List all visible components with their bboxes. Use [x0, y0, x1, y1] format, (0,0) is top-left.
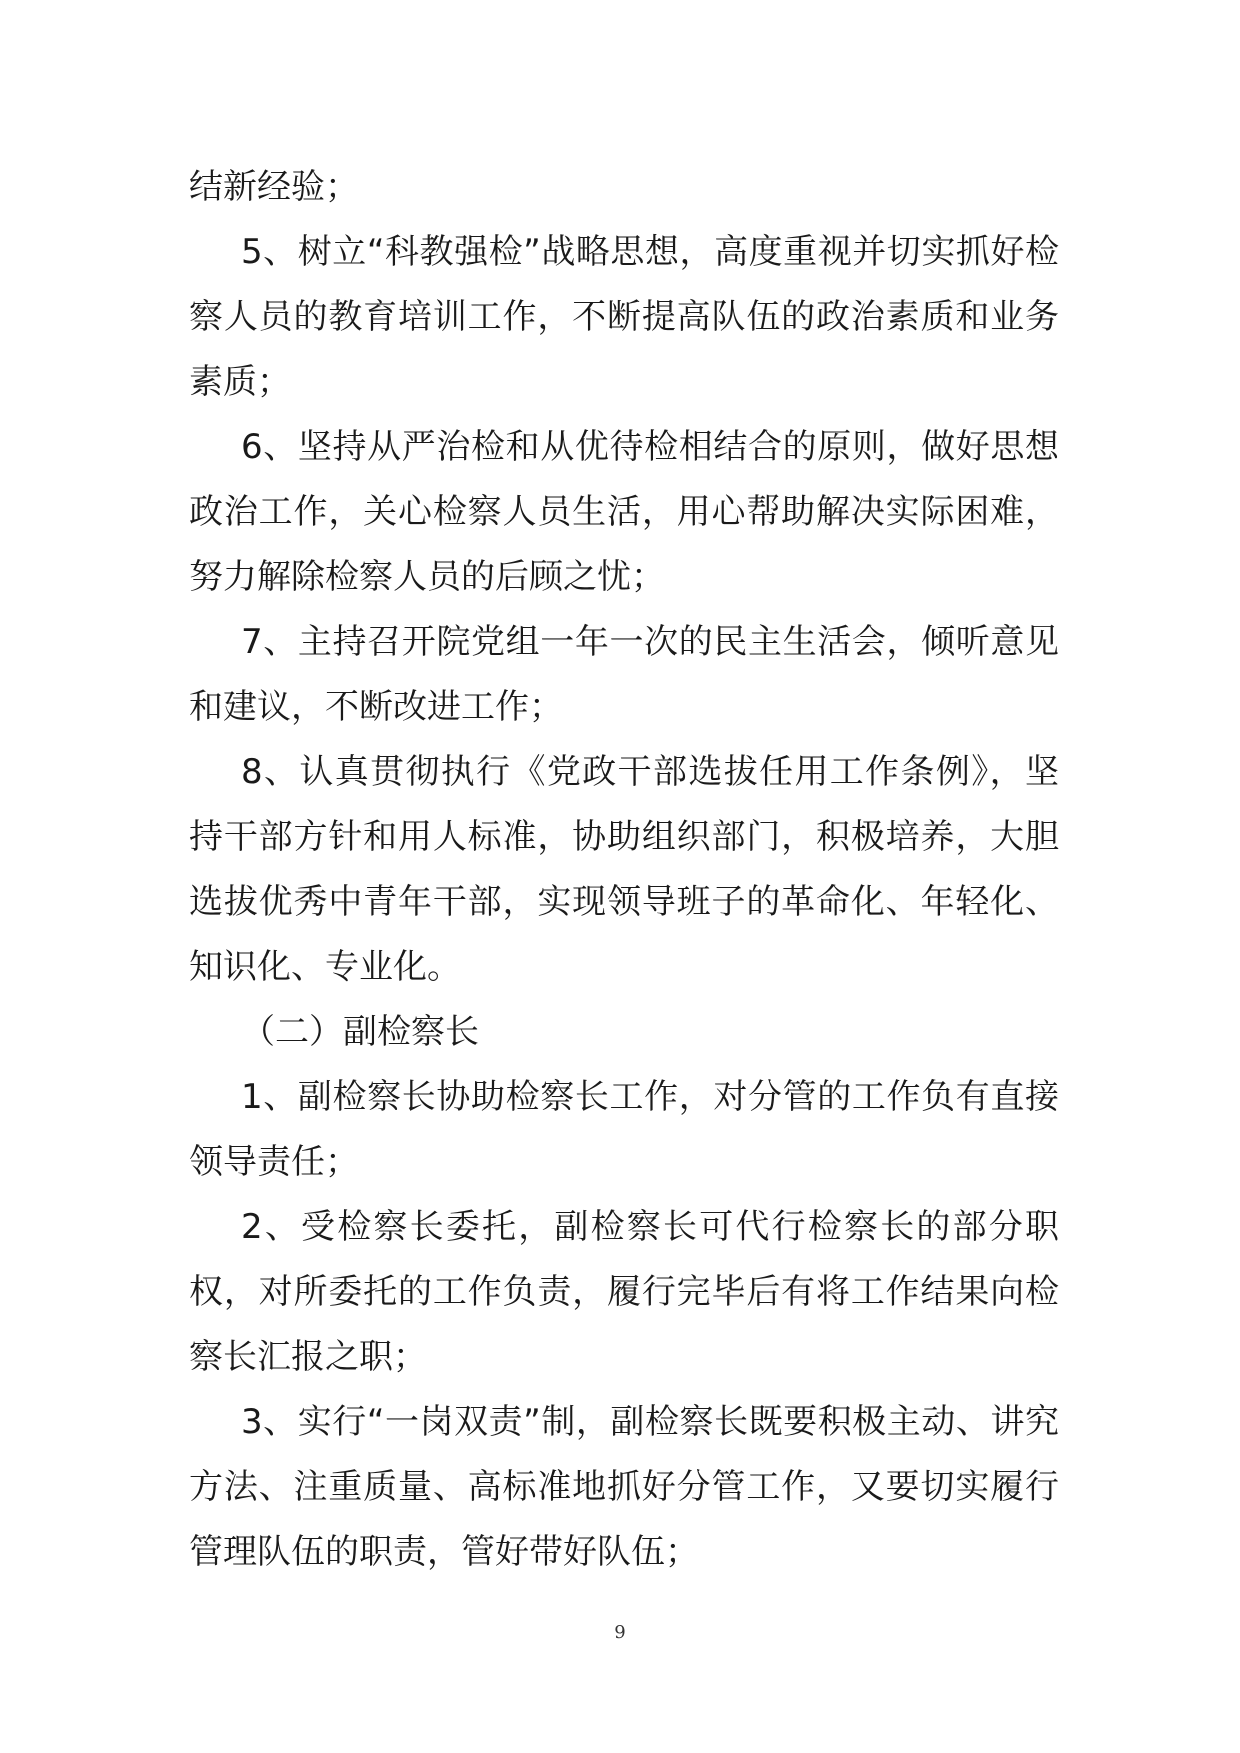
paragraph-item-8: 8、认真贯彻执行《党政干部选拔任用工作条例》，坚持干部方针和用人标准，协助组织部门，积极培养，大胆选拔优秀中青年干部，实现领导班子的革命化、年轻化、知识化、专业化。: [189, 752, 1059, 987]
section-heading-deputy: （二）副检察长: [241, 1012, 479, 1052]
paragraph-deputy-item-3: 3、实行“一岗双责”制，副检察长既要积极主动、讲究方法、注重质量、高标准地抓好分管工作，又要切实履行管理队伍的职责，管好带好队伍；: [189, 1402, 1059, 1572]
paragraph-item-7: 7、主持召开院党组一年一次的民主生活会，倾听意见和建议，不断改进工作；: [189, 622, 1059, 727]
page-number: 9: [614, 1622, 626, 1643]
paragraph-item-6: 6、坚持从严治检和从优待检相结合的原则，做好思想政治工作，关心检察人员生活，用心帮助解决实际困难，努力解除检察人员的后顾之忧；: [189, 427, 1059, 597]
paragraph-item-5: 5、树立“科教强检”战略思想，高度重视并切实抓好检察人员的教育培训工作，不断提高队伍的政治素质和业务素质；: [189, 232, 1059, 402]
paragraph-deputy-item-2: 2、受检察长委托，副检察长可代行检察长的部分职权，对所委托的工作负责，履行完毕后有将工作结果向检察长汇报之职；: [189, 1207, 1059, 1377]
document-body: [189, 155, 1059, 1585]
paragraph-deputy-item-1: 1、副检察长协助检察长工作，对分管的工作负有直接领导责任；: [189, 1077, 1059, 1182]
paragraph-continuation: 结新经验；: [189, 167, 359, 207]
